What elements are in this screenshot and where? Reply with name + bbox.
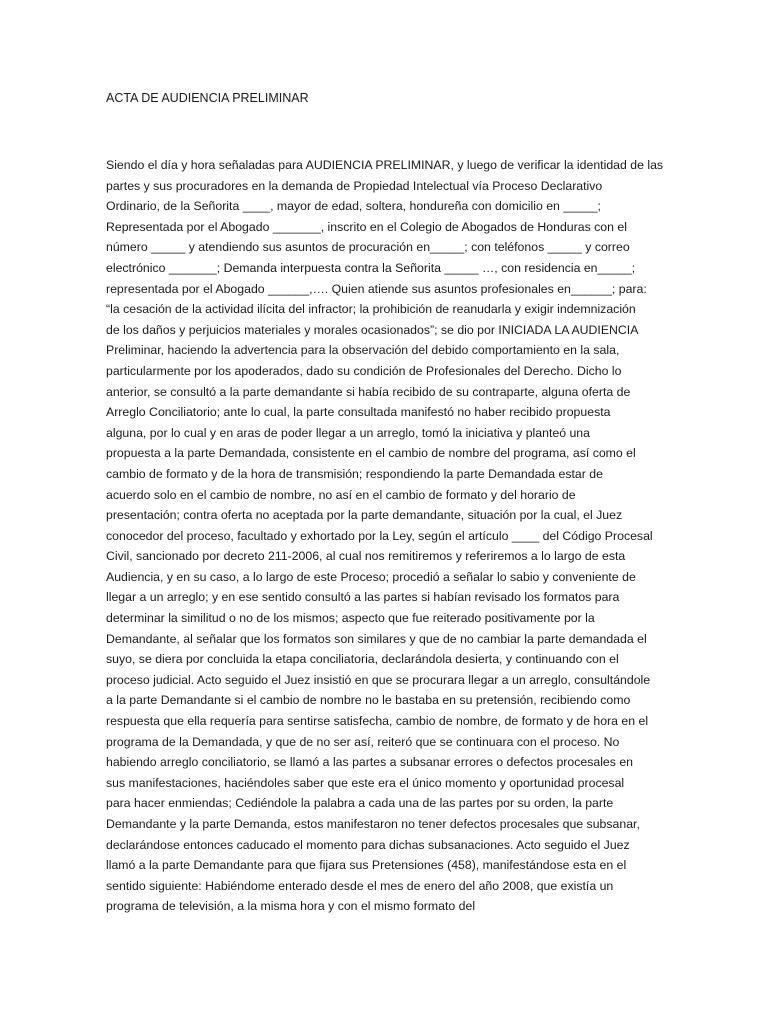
body-line: número _____ y atendiendo sus asuntos de procuración en_____; con teléfonos _____ y correo [106, 240, 630, 255]
body-line: a la parte Demandante si el cambio de nombre no le bastaba en su pretensión, recibiendo como [106, 693, 631, 708]
body-line: Civil, sancionado por decreto 211-2006, al cual nos remitiremos y referiremos a lo largo de esta [106, 549, 626, 564]
body-line: proceso judicial. Acto seguido el Juez insistió en que se procurara llegar a un arreglo, consultándole [106, 672, 651, 687]
document-body [106, 155, 666, 917]
body-line: Siendo el día y hora señaladas para AUDIENCIA PRELIMINAR, y luego de verificar la identidad de las [106, 158, 664, 172]
body-line: Audiencia, y en su caso, a lo largo de este Proceso; procedió a señalar lo sabio y conveniente de [106, 569, 636, 584]
body-line: sentido siguiente: Habiéndome enterado desde el mes de enero del año 2008, que existía un [106, 878, 614, 893]
body-line: declarándose entonces caducado el momento para dichas subsanaciones. Acto seguido el Juez [106, 837, 630, 852]
body-line: de los daños y perjuicios materiales y morales ocasionados”; se dio por INICIADA LA AUDIENCIA [106, 322, 639, 337]
body-line: Preliminar, haciendo la advertencia para la observación del debido comportamiento en la sala, [106, 343, 620, 358]
body-line: propuesta a la parte Demandada, consistente en el cambio de nombre del programa, así como el [106, 446, 636, 461]
body-line: habiendo arreglo conciliatorio, se llamó a las partes a subsanar errores o defectos procesales en [106, 755, 634, 770]
body-line: representada por el Abogado ______,…. Quien atiende sus asuntos profesionales en______; para: [106, 281, 647, 296]
body-line: partes y sus procuradores en la demanda de Propiedad Intelectual vía Proceso Declarativo [106, 178, 603, 193]
body-line: particularmente por los apoderados, dado su condición de Profesionales del Derecho. Dicho lo [106, 363, 622, 378]
body-line: Demandante, al señalar que los formatos son similares y que de no cambiar la parte demandada el [106, 631, 647, 646]
body-line: alguna, por lo cual y en aras de poder llegar a un arreglo, tomó la iniciativa y planteó una [106, 425, 590, 440]
body-line: Demandante y la parte Demanda, estos manifestaron no tener defectos procesales que subsanar, [106, 817, 640, 831]
body-line: acuerdo solo en el cambio de nombre, no así en el cambio de formato y del horario de [106, 487, 576, 502]
body-line: determinar la similitud o no de los mismos; aspecto que fue reiterado positivamente por la [106, 611, 595, 626]
body-line: conocedor del proceso, facultado y exhortado por la Ley, según el artículo ____ del Código Procesal [106, 528, 653, 543]
body-line: Arreglo Conciliatorio; ante lo cual, la parte consultada manifestó no haber recibido propuesta [106, 405, 611, 420]
body-line: llamó a la parte Demandante para que fijara sus Pretensiones (458), manifestándose esta en el [106, 858, 627, 873]
body-line: presentación; contra oferta no aceptada por la parte demandante, situación por la cual, el Juez [106, 508, 623, 523]
body-line: para hacer enmiendas; Cediéndole la palabra a cada una de las partes por su orden, la parte [106, 796, 614, 811]
body-line: cambio de formato y de la hora de transmisión; respondiendo la parte Demandada estar de [106, 466, 603, 481]
body-line: Ordinario, de la Señorita ____, mayor de edad, soltera, hondureña con domicilio en _____; [106, 199, 601, 214]
body-line: anterior, se consultó a la parte demandante si había recibido de su contraparte, alguna oferta de [106, 384, 631, 399]
body-line: electrónico _______; Demanda interpuesta contra la Señorita _____ …, con residencia en_____; [106, 260, 636, 275]
body-line: suyo, se diera por concluida la etapa conciliatoria, declarándola desierta, y continuando con el [106, 652, 619, 667]
body-line: respuesta que ella requería para sentirse satisfecha, cambio de nombre, de formato y de hora en el [106, 714, 649, 729]
document-title: ACTA DE AUDIENCIA PRELIMINAR [106, 91, 309, 105]
body-line: sus manifestaciones, haciéndoles saber que este era el único momento y oportunidad procesal [106, 775, 625, 790]
body-line: programa de televisión, a la misma hora y con el mismo formato del [106, 899, 476, 914]
body-line: “la cesación de la actividad ilícita del infractor; la prohibición de reanudarla y exigir indemnización [106, 302, 636, 317]
body-line: programa de la Demandada, y que de no ser así, reiteró que se continuara con el proceso. No [106, 734, 620, 749]
body-line: llegar a un arreglo; y en ese sentido consultó a las partes si habían revisado los formatos para [106, 590, 620, 605]
body-line: Representada por el Abogado _______, inscrito en el Colegio de Abogados de Honduras con el [106, 219, 627, 234]
